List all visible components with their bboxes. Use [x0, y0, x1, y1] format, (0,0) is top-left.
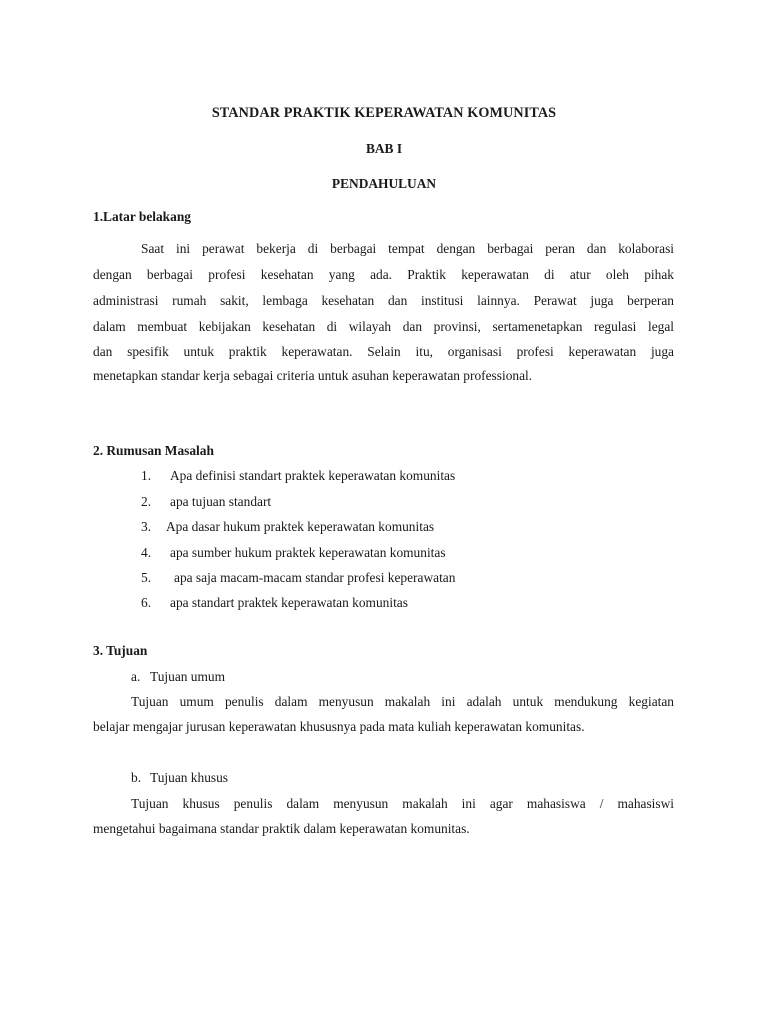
- chapter-number: BAB I: [365, 141, 403, 156]
- list-item-text: Apa definisi standart praktek keperawatan komunitas: [170, 468, 456, 483]
- subsection-marker: a.: [131, 669, 141, 684]
- paragraph-line: menetapkan standar kerja sebagai criteria untuk asuhan keperawatan professional.: [93, 368, 533, 383]
- paragraph-line: Tujuan khusus penulis dalam menyusun makalah ini agar mahasiswa / mahasiswi: [131, 796, 674, 811]
- list-item-text: Apa dasar hukum praktek keperawatan komunitas: [166, 519, 435, 534]
- list-item-number: 3.: [141, 519, 152, 534]
- paragraph-line: Saat ini perawat bekerja di berbagai tempat dengan berbagai peran dan kolaborasi: [141, 241, 674, 256]
- paragraph-line: mengetahui bagaimana standar praktik dalam keperawatan komunitas.: [93, 821, 470, 836]
- paragraph-line: administrasi rumah sakit, lembaga kesehatan dan institusi lainnya. Perawat juga berperan: [93, 293, 674, 308]
- paragraph-line: Tujuan umum penulis dalam menyusun makalah ini adalah untuk mendukung kegiatan: [131, 694, 674, 709]
- section-heading-rumusan-masalah: 2. Rumusan Masalah: [93, 443, 214, 458]
- list-item-text: apa standart praktek keperawatan komunitas: [170, 595, 408, 610]
- list-item-number: 1.: [141, 468, 152, 483]
- list-item-text: apa tujuan standart: [170, 494, 272, 509]
- list-item-text: apa sumber hukum praktek keperawatan komunitas: [170, 545, 446, 560]
- paragraph-line: dengan berbagai profesi kesehatan yang ada. Praktik keperawatan di atur oleh pihak: [93, 267, 674, 282]
- list-item-number: 5.: [141, 570, 152, 585]
- list-item-text: apa saja macam-macam standar profesi keperawatan: [174, 570, 456, 585]
- paragraph-line: dan spesifik untuk praktik keperawatan. Selain itu, organisasi profesi keperawatan juga: [93, 344, 674, 359]
- document-title: STANDAR PRAKTIK KEPERAWATAN KOMUNITAS: [211, 105, 557, 121]
- chapter-title: PENDAHULUAN: [331, 176, 437, 191]
- paragraph-line: belajar mengajar jurusan keperawatan khususnya pada mata kuliah keperawatan komunitas.: [93, 719, 585, 734]
- subsection-label-tujuan-umum: Tujuan umum: [150, 669, 226, 684]
- section-heading-tujuan: 3. Tujuan: [93, 643, 148, 658]
- list-item-number: 4.: [141, 545, 152, 560]
- subsection-label-tujuan-khusus: Tujuan khusus: [150, 770, 229, 785]
- paragraph-line: dalam membuat kebijakan kesehatan di wilayah dan provinsi, sertamenetapkan regulasi legal: [93, 319, 674, 334]
- subsection-marker: b.: [131, 770, 142, 785]
- section-heading-latar-belakang: 1.Latar belakang: [93, 209, 191, 224]
- list-item-number: 6.: [141, 595, 152, 610]
- list-item-number: 2.: [141, 494, 152, 509]
